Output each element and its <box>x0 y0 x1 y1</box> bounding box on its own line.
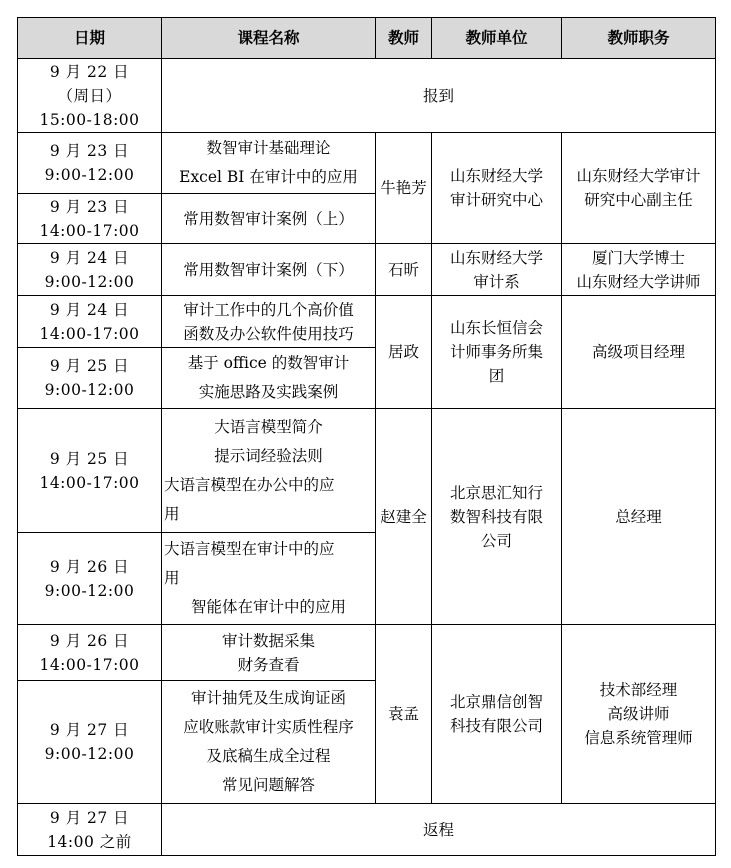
date-cell: 9 月 25 日 9:00-12:00 <box>18 348 162 409</box>
title-cell: 技术部经理 高级讲师 信息系统管理师 <box>562 625 716 804</box>
event-cell: 报到 <box>162 59 716 133</box>
header-date: 日期 <box>18 18 162 59</box>
course-cell: 审计数据采集 财务查看 <box>162 625 376 681</box>
table-row <box>18 625 716 681</box>
unit-cell: 山东财经大学 审计系 <box>432 244 562 296</box>
table-row <box>18 296 716 348</box>
table-row <box>18 59 716 133</box>
header-teacher: 教师 <box>376 18 432 59</box>
date-cell: 9 月 23 日 14:00-17:00 <box>18 194 162 244</box>
course-cell: 常用数智审计案例（上） <box>162 194 376 244</box>
table-row <box>18 804 716 856</box>
date-cell: 9 月 26 日 9:00-12:00 <box>18 533 162 625</box>
course-cell: 大语言模型简介 提示词经验法则 大语言模型在办公中的应 用 <box>162 409 376 533</box>
header-row <box>18 18 716 59</box>
unit-cell: 山东财经大学 审计研究中心 <box>432 133 562 244</box>
unit-cell: 北京鼎信创智 科技有限公司 <box>432 625 562 804</box>
date-cell: 9 月 25 日 14:00-17:00 <box>18 409 162 533</box>
date-cell: 9 月 24 日 14:00-17:00 <box>18 296 162 348</box>
date-cell: 9 月 27 日 9:00-12:00 <box>18 681 162 804</box>
teacher-cell: 牛艳芳 <box>376 133 432 244</box>
course-cell: 数智审计基础理论 Excel BI 在审计中的应用 <box>162 133 376 194</box>
unit-cell: 北京思汇知行 数智科技有限 公司 <box>432 409 562 625</box>
teacher-cell: 袁孟 <box>376 625 432 804</box>
date-cell: 9 月 27 日 14:00 之前 <box>18 804 162 856</box>
unit-cell: 山东长恒信会 计师事务所集 团 <box>432 296 562 409</box>
teacher-cell: 居政 <box>376 296 432 409</box>
title-cell: 山东财经大学审计 研究中心副主任 <box>562 133 716 244</box>
table-row <box>18 409 716 533</box>
teacher-cell: 赵建全 <box>376 409 432 625</box>
course-cell: 基于 office 的数智审计 实施思路及实践案例 <box>162 348 376 409</box>
course-cell: 大语言模型在审计中的应 用 智能体在审计中的应用 <box>162 533 376 625</box>
table-row <box>18 244 716 296</box>
header-course: 课程名称 <box>162 18 376 59</box>
course-cell: 常用数智审计案例（下） <box>162 244 376 296</box>
course-cell: 审计抽凭及生成询证函 应收账款审计实质性程序 及底稿生成全过程 常见问题解答 <box>162 681 376 804</box>
header-title: 教师职务 <box>562 18 716 59</box>
date-cell: 9 月 23 日 9:00-12:00 <box>18 133 162 194</box>
course-cell: 审计工作中的几个高价值 函数及办公软件使用技巧 <box>162 296 376 348</box>
schedule-table <box>17 17 716 856</box>
date-cell: 9 月 26 日 14:00-17:00 <box>18 625 162 681</box>
header-unit: 教师单位 <box>432 18 562 59</box>
date-cell: 9 月 24 日 9:00-12:00 <box>18 244 162 296</box>
event-cell: 返程 <box>162 804 716 856</box>
title-cell: 高级项目经理 <box>562 296 716 409</box>
teacher-cell: 石昕 <box>376 244 432 296</box>
title-cell: 总经理 <box>562 409 716 625</box>
table-row <box>18 133 716 194</box>
date-cell: 9 月 22 日 （周日） 15:00-18:00 <box>18 59 162 133</box>
title-cell: 厦门大学博士 山东财经大学讲师 <box>562 244 716 296</box>
